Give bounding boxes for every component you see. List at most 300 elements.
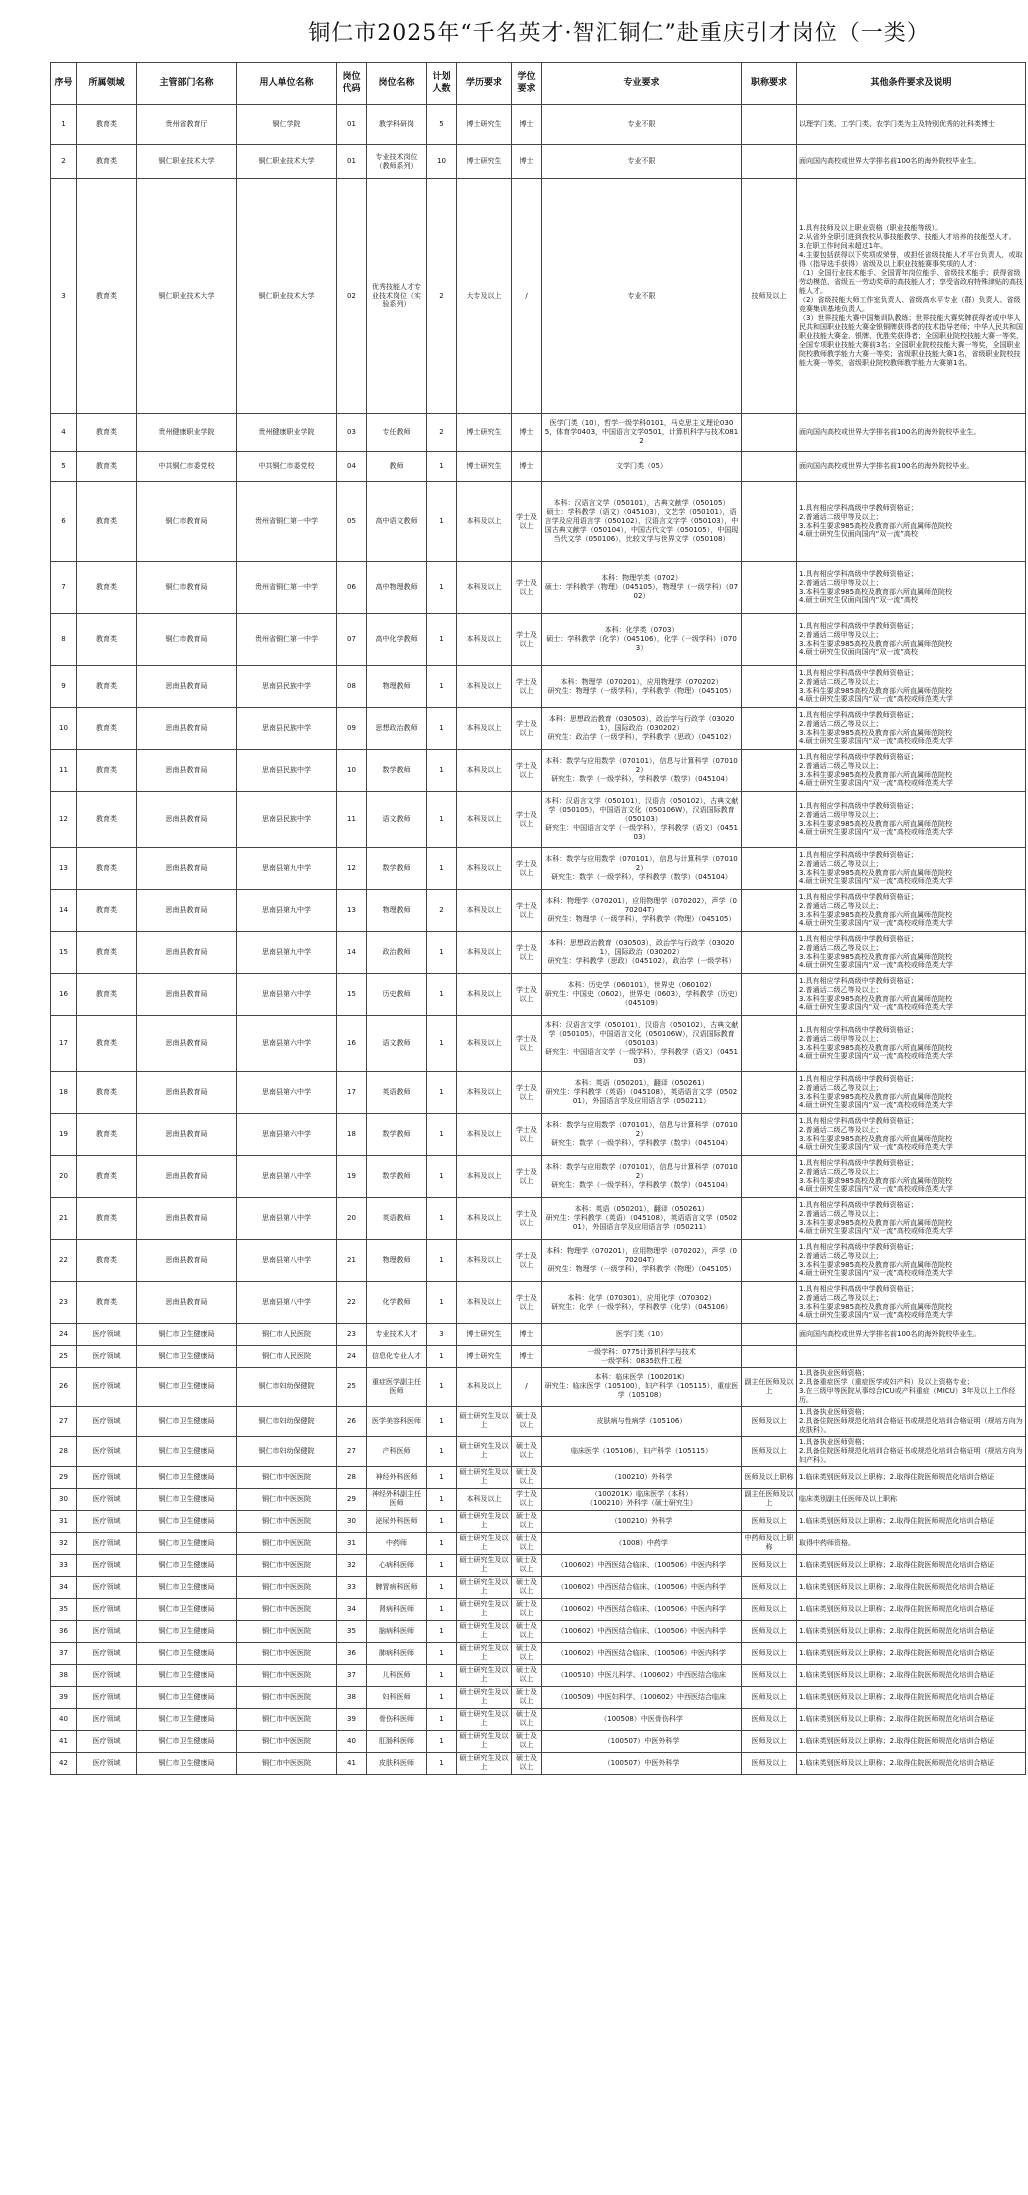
cell-post-code: 40 — [337, 1730, 367, 1752]
cell-post-name: 肛肠科医师 — [367, 1730, 427, 1752]
cell-title-req — [742, 1324, 797, 1346]
cell-index: 24 — [51, 1324, 77, 1346]
cell-employer: 铜仁市中医医院 — [237, 1576, 337, 1598]
cell-post-code: 21 — [337, 1240, 367, 1282]
cell-field: 教育类 — [77, 145, 137, 179]
cell-education: 本科及以上 — [457, 708, 512, 750]
cell-degree: 博士 — [512, 1346, 542, 1368]
cell-department: 铜仁市卫生健康局 — [137, 1406, 237, 1436]
cell-post-name: 英语教师 — [367, 1072, 427, 1114]
cell-title-req — [742, 1016, 797, 1072]
cell-field: 医疗领域 — [77, 1466, 137, 1488]
cell-post-name: 骨伤科医师 — [367, 1708, 427, 1730]
cell-title-req — [742, 414, 797, 452]
cell-employer: 思南县民族中学 — [237, 666, 337, 708]
cell-headcount: 1 — [427, 562, 457, 614]
cell-headcount: 2 — [427, 414, 457, 452]
cell-post-name: 神经外科副主任医师 — [367, 1488, 427, 1510]
cell-department: 思南县教育局 — [137, 1282, 237, 1324]
cell-major: 本科：化学类（0703） 硕士：学科教学（化学）（045106），化学（一级学科）（0703） — [542, 614, 742, 666]
table-row — [51, 414, 1026, 452]
cell-education: 博士研究生 — [457, 145, 512, 179]
cell-notes: 1.临床类别医师及以上职称；2.取得住院医师规范化培训合格证 — [797, 1620, 1026, 1642]
cell-headcount: 1 — [427, 932, 457, 974]
cell-notes: 1.具有相应学科高级中学教师资格证； 2.普通话二级甲等及以上； 3.本科生要求985高校及教育部六所直属师范院校 4.硕士研究生要求国内“双一流”高校或师范类大学 — [797, 1016, 1026, 1072]
cell-post-code: 14 — [337, 932, 367, 974]
cell-title-req — [742, 105, 797, 145]
table-row — [51, 452, 1026, 482]
cell-education: 本科及以上 — [457, 848, 512, 890]
cell-post-name: 专业技术岗位（教师系列） — [367, 145, 427, 179]
cell-degree: 硕士及以上 — [512, 1532, 542, 1554]
cell-degree: 学士及以上 — [512, 792, 542, 848]
cell-field: 医疗领域 — [77, 1576, 137, 1598]
cell-index: 29 — [51, 1466, 77, 1488]
cell-notes: 1.具有相应学科高级中学教师资格证； 2.普通话二级乙等及以上； 3.本科生要求985高校及教育部六所直属师范院校 4.硕士研究生要求国内“双一流”高校或师范类大学 — [797, 1282, 1026, 1324]
cell-education: 本科及以上 — [457, 890, 512, 932]
cell-field: 教育类 — [77, 414, 137, 452]
cell-post-code: 23 — [337, 1324, 367, 1346]
cell-field: 医疗领域 — [77, 1664, 137, 1686]
cell-post-name: 优秀技能人才专业技术岗位（实验系列） — [367, 179, 427, 414]
cell-index: 12 — [51, 792, 77, 848]
table-row — [51, 1510, 1026, 1532]
cell-title-req: 技师及以上 — [742, 179, 797, 414]
cell-post-name: 中药师 — [367, 1532, 427, 1554]
cell-index: 15 — [51, 932, 77, 974]
cell-employer: 铜仁市中医医院 — [237, 1466, 337, 1488]
cell-education: 本科及以上 — [457, 666, 512, 708]
cell-post-code: 04 — [337, 452, 367, 482]
table-row — [51, 105, 1026, 145]
cell-notes: 1.具有相应学科高级中学教师资格证； 2.普通话二级乙等及以上； 3.本科生要求985高校及教育部六所直属师范院校 4.硕士研究生要求国内“双一流”高校或师范类大学 — [797, 848, 1026, 890]
cell-employer: 贵州健康职业学院 — [237, 414, 337, 452]
cell-employer: 思南县民族中学 — [237, 708, 337, 750]
cell-degree: 学士及以上 — [512, 1016, 542, 1072]
table-row — [51, 708, 1026, 750]
cell-notes: 1.临床类别医师及以上职称；2.取得住院医师规范化培训合格证 — [797, 1708, 1026, 1730]
cell-post-code: 38 — [337, 1686, 367, 1708]
cell-post-name: 思想政治教师 — [367, 708, 427, 750]
cell-field: 医疗领域 — [77, 1730, 137, 1752]
cell-post-name: 专业技术人才 — [367, 1324, 427, 1346]
table-row — [51, 792, 1026, 848]
cell-index: 20 — [51, 1156, 77, 1198]
cell-department: 思南县教育局 — [137, 1198, 237, 1240]
cell-headcount: 1 — [427, 614, 457, 666]
cell-headcount: 1 — [427, 1620, 457, 1642]
cell-headcount: 10 — [427, 145, 457, 179]
header-index: 序号 — [51, 63, 77, 105]
cell-employer: 铜仁市中医医院 — [237, 1510, 337, 1532]
cell-education: 硕士研究生及以上 — [457, 1708, 512, 1730]
cell-headcount: 1 — [427, 1466, 457, 1488]
table-row — [51, 145, 1026, 179]
header-notes: 其他条件要求及说明 — [797, 63, 1026, 105]
cell-title-req: 医师及以上职称 — [742, 1466, 797, 1488]
cell-headcount: 5 — [427, 105, 457, 145]
cell-post-code: 08 — [337, 666, 367, 708]
cell-title-req: 医师及以上 — [742, 1708, 797, 1730]
cell-major: （100509）中医妇科学、（100602）中西医结合临床 — [542, 1686, 742, 1708]
cell-degree: 硕士及以上 — [512, 1642, 542, 1664]
cell-index: 17 — [51, 1016, 77, 1072]
cell-index: 5 — [51, 452, 77, 482]
cell-education: 本科及以上 — [457, 1156, 512, 1198]
cell-employer: 铜仁市中医医院 — [237, 1686, 337, 1708]
cell-post-name: 心病科医师 — [367, 1554, 427, 1576]
cell-index: 2 — [51, 145, 77, 179]
cell-post-code: 05 — [337, 482, 367, 562]
cell-major: 本科：物理学（070201），应用物理学（070202） 研究生：物理学（一级学科），学科教学（物理）（045105） — [542, 666, 742, 708]
table-row — [51, 1436, 1026, 1466]
cell-post-name: 英语教师 — [367, 1198, 427, 1240]
cell-major: 本科：物理学类（0702） 硕士：学科教学（物理）（045105），物理学（一级学科）（0702） — [542, 562, 742, 614]
cell-post-code: 36 — [337, 1642, 367, 1664]
cell-field: 教育类 — [77, 974, 137, 1016]
cell-title-req: 医师及以上 — [742, 1620, 797, 1642]
cell-major: 本科：数学与应用数学（070101），信息与计算科学（070102） 研究生：数学（一级学科），学科教学（数学）（045104） — [542, 750, 742, 792]
cell-post-code: 01 — [337, 105, 367, 145]
cell-education: 硕士研究生及以上 — [457, 1554, 512, 1576]
cell-post-name: 妇科医师 — [367, 1686, 427, 1708]
cell-headcount: 1 — [427, 1532, 457, 1554]
cell-department: 铜仁市卫生健康局 — [137, 1368, 237, 1407]
cell-notes: 1.临床类别医师及以上职称；2.取得住院医师规范化培训合格证 — [797, 1510, 1026, 1532]
cell-education: 本科及以上 — [457, 792, 512, 848]
cell-degree: 学士及以上 — [512, 890, 542, 932]
table-row — [51, 1532, 1026, 1554]
table-row — [51, 1156, 1026, 1198]
cell-field: 医疗领域 — [77, 1488, 137, 1510]
cell-notes: 1.具备执业医师资格； 2.具备重症医学（重症医学或妇产科）及以上资格专业； 3.在三级甲等医院从事综合ICU或产科重症（MICU）3年及以上工作经历。 — [797, 1368, 1026, 1407]
table-row — [51, 1016, 1026, 1072]
cell-employer: 铜仁市中医医院 — [237, 1730, 337, 1752]
cell-title-req: 医师及以上 — [742, 1554, 797, 1576]
cell-title-req: 医师及以上 — [742, 1752, 797, 1774]
cell-post-code: 20 — [337, 1198, 367, 1240]
cell-post-code: 31 — [337, 1532, 367, 1554]
cell-title-req — [742, 145, 797, 179]
cell-employer: 铜仁市妇幼保健院 — [237, 1406, 337, 1436]
cell-employer: 铜仁职业技术大学 — [237, 145, 337, 179]
cell-major: （100602）中西医结合临床、（100506）中医内科学 — [542, 1642, 742, 1664]
cell-employer: 思南县第六中学 — [237, 974, 337, 1016]
cell-department: 思南县教育局 — [137, 792, 237, 848]
cell-education: 博士研究生 — [457, 1324, 512, 1346]
cell-education: 硕士研究生及以上 — [457, 1642, 512, 1664]
cell-department: 铜仁市卫生健康局 — [137, 1576, 237, 1598]
cell-education: 硕士研究生及以上 — [457, 1752, 512, 1774]
positions-table — [50, 62, 1026, 1775]
table-row — [51, 1576, 1026, 1598]
cell-education: 硕士研究生及以上 — [457, 1664, 512, 1686]
cell-title-req — [742, 792, 797, 848]
table-row — [51, 1324, 1026, 1346]
cell-employer: 思南县第八中学 — [237, 1156, 337, 1198]
cell-title-req: 医师及以上 — [742, 1598, 797, 1620]
cell-index: 41 — [51, 1730, 77, 1752]
cell-field: 教育类 — [77, 932, 137, 974]
cell-employer: 铜仁市人民医院 — [237, 1346, 337, 1368]
cell-index: 35 — [51, 1598, 77, 1620]
cell-post-name: 数学教师 — [367, 750, 427, 792]
cell-major: 本科：汉语言文学（050101），汉语言（050102），古典文献学（050105），中国语言文化（050106W），汉语国际教育（050103） 研究生：中国语言文学（一级学科），学科教学（语文）（045103） — [542, 1016, 742, 1072]
table-row — [51, 1730, 1026, 1752]
cell-headcount: 1 — [427, 792, 457, 848]
header-education: 学历要求 — [457, 63, 512, 105]
header-field: 所属领域 — [77, 63, 137, 105]
cell-degree: 硕士及以上 — [512, 1752, 542, 1774]
cell-degree: 学士及以上 — [512, 1156, 542, 1198]
table-row — [51, 482, 1026, 562]
cell-index: 33 — [51, 1554, 77, 1576]
cell-education: 本科及以上 — [457, 974, 512, 1016]
cell-notes: 1.具有相应学科高级中学教师资格证； 2.普通话二级乙等及以上； 3.本科生要求985高校及教育部六所直属师范院校 4.硕士研究生要求国内“双一流”高校或师范类大学 — [797, 750, 1026, 792]
cell-degree: 学士及以上 — [512, 666, 542, 708]
cell-notes: 1.具有相应学科高级中学教师资格证； 2.普通话二级甲等及以上； 3.本科生要求985高校及教育部六所直属师范院校 4.硕士研究生仅面向国内“双一流”高校 — [797, 562, 1026, 614]
cell-major: 本科：汉语言文学（050101），古典文献学（050105） 硕士：学科教学（语文）（045103），文艺学（050101），语言学及应用语言学（050102），汉语言文字学（050103），中国古典文献学（050104），中国古代文学（050105），中国现当代文学（050106），比较文学与世界文学（050108） — [542, 482, 742, 562]
cell-index: 3 — [51, 179, 77, 414]
cell-major: 本科：英语（050201），翻译（050261） 研究生：学科教学（英语）（045108），英语语言文学（050201），外国语言学及应用语言学（050211） — [542, 1198, 742, 1240]
cell-department: 铜仁市卫生健康局 — [137, 1346, 237, 1368]
cell-degree: 博士 — [512, 452, 542, 482]
cell-title-req: 中药师及以上职称 — [742, 1532, 797, 1554]
header-post-code: 岗位代码 — [337, 63, 367, 105]
cell-degree: 硕士及以上 — [512, 1664, 542, 1686]
header-row — [51, 63, 1026, 105]
cell-headcount: 1 — [427, 1114, 457, 1156]
cell-post-name: 数学教师 — [367, 1156, 427, 1198]
cell-department: 思南县教育局 — [137, 890, 237, 932]
cell-employer: 铜仁市中医医院 — [237, 1642, 337, 1664]
cell-degree: 硕士及以上 — [512, 1510, 542, 1532]
cell-index: 36 — [51, 1620, 77, 1642]
cell-headcount: 1 — [427, 1368, 457, 1407]
cell-employer: 铜仁市中医医院 — [237, 1598, 337, 1620]
cell-major: 本科：英语（050201），翻译（050261） 研究生：学科教学（英语）（045108），英语语言文学（050201），外国语言学及应用语言学（050211） — [542, 1072, 742, 1114]
cell-index: 14 — [51, 890, 77, 932]
cell-major: （100510）中医儿科学、（100602）中西医结合临床 — [542, 1664, 742, 1686]
cell-index: 38 — [51, 1664, 77, 1686]
cell-major: （100602）中西医结合临床、（100506）中医内科学 — [542, 1554, 742, 1576]
cell-title-req — [742, 1240, 797, 1282]
cell-notes: 1.临床类别医师及以上职称；2.取得住院医师规范化培训合格证 — [797, 1730, 1026, 1752]
cell-post-code: 25 — [337, 1368, 367, 1407]
cell-notes: 1.具有相应学科高级中学教师资格证； 2.普通话二级乙等及以上； 3.本科生要求985高校及教育部六所直属师范院校 4.硕士研究生要求国内“双一流”高校或师范类大学 — [797, 974, 1026, 1016]
cell-department: 铜仁市卫生健康局 — [137, 1708, 237, 1730]
cell-field: 教育类 — [77, 1240, 137, 1282]
cell-post-name: 皮肤科医师 — [367, 1752, 427, 1774]
cell-notes: 1.具有相应学科高级中学教师资格证； 2.普通话二级乙等及以上； 3.本科生要求985高校及教育部六所直属师范院校 4.硕士研究生要求国内“双一流”高校或师范类大学 — [797, 932, 1026, 974]
cell-field: 医疗领域 — [77, 1436, 137, 1466]
cell-notes: 1.具有相应学科高级中学教师资格证； 2.普通话二级甲等及以上； 3.本科生要求985高校及教育部六所直属师范院校 4.硕士研究生要求国内“双一流”高校或师范类大学 — [797, 792, 1026, 848]
table-body — [51, 105, 1026, 1775]
cell-department: 思南县教育局 — [137, 974, 237, 1016]
table-row — [51, 1114, 1026, 1156]
table-row — [51, 848, 1026, 890]
cell-headcount: 1 — [427, 1708, 457, 1730]
cell-degree: 学士及以上 — [512, 708, 542, 750]
cell-index: 39 — [51, 1686, 77, 1708]
cell-field: 医疗领域 — [77, 1554, 137, 1576]
cell-degree: 学士及以上 — [512, 482, 542, 562]
cell-employer: 铜仁学院 — [237, 105, 337, 145]
cell-field: 医疗领域 — [77, 1620, 137, 1642]
cell-field: 教育类 — [77, 1072, 137, 1114]
cell-major: 文学门类（05） — [542, 452, 742, 482]
cell-major: 专业不限 — [542, 145, 742, 179]
cell-education: 大专及以上 — [457, 179, 512, 414]
cell-major: 本科：物理学（070201），应用物理学（070202），声学（070204T） 研究生：物理学（一级学科），学科教学（物理）（045105） — [542, 1240, 742, 1282]
cell-headcount: 1 — [427, 1554, 457, 1576]
header-department: 主管部门名称 — [137, 63, 237, 105]
cell-field: 教育类 — [77, 614, 137, 666]
cell-index: 34 — [51, 1576, 77, 1598]
cell-post-name: 高中化学教师 — [367, 614, 427, 666]
cell-post-code: 39 — [337, 1708, 367, 1730]
cell-degree: / — [512, 179, 542, 414]
cell-title-req — [742, 452, 797, 482]
table-row — [51, 1368, 1026, 1407]
cell-title-req: 副主任医师及以上 — [742, 1368, 797, 1407]
header-major: 专业要求 — [542, 63, 742, 105]
cell-degree: 学士及以上 — [512, 974, 542, 1016]
cell-employer: 贵州省铜仁第一中学 — [237, 482, 337, 562]
cell-headcount: 1 — [427, 1016, 457, 1072]
cell-department: 思南县教育局 — [137, 1072, 237, 1114]
cell-title-req — [742, 1198, 797, 1240]
cell-headcount: 2 — [427, 179, 457, 414]
cell-major: 本科：数学与应用数学（070101），信息与计算科学（070102） 研究生：数学（一级学科），学科教学（数学）（045104） — [542, 1114, 742, 1156]
cell-post-code: 22 — [337, 1282, 367, 1324]
cell-department: 铜仁市教育局 — [137, 562, 237, 614]
cell-major: （100602）中西医结合临床、（100506）中医内科学 — [542, 1620, 742, 1642]
header-degree: 学位要求 — [512, 63, 542, 105]
cell-index: 16 — [51, 974, 77, 1016]
header-title-req: 职称要求 — [742, 63, 797, 105]
cell-department: 铜仁职业技术大学 — [137, 145, 237, 179]
cell-major: 本科：汉语言文学（050101），汉语言（050102），古典文献学（050105），中国语言文化（050106W），汉语国际教育（050103） 研究生：中国语言文学（一级学科），学科教学（语文）（045103） — [542, 792, 742, 848]
table-row — [51, 1598, 1026, 1620]
cell-index: 1 — [51, 105, 77, 145]
cell-headcount: 1 — [427, 1488, 457, 1510]
cell-major: 一级学科：0775计算机科学与技术 一级学科：0835软件工程 — [542, 1346, 742, 1368]
cell-headcount: 1 — [427, 974, 457, 1016]
cell-index: 28 — [51, 1436, 77, 1466]
cell-headcount: 1 — [427, 1282, 457, 1324]
cell-degree: 学士及以上 — [512, 1072, 542, 1114]
cell-headcount: 1 — [427, 1730, 457, 1752]
cell-post-code: 33 — [337, 1576, 367, 1598]
cell-field: 教育类 — [77, 666, 137, 708]
cell-major: 本科：物理学（070201），应用物理学（070202），声学（070204T） 研究生：物理学（一级学科），学科教学（物理）（045105） — [542, 890, 742, 932]
cell-title-req — [742, 750, 797, 792]
cell-notes: 面向国内高校或世界大学排名前100名的海外院校毕业生。 — [797, 1324, 1026, 1346]
cell-degree: 硕士及以上 — [512, 1554, 542, 1576]
cell-post-name: 脾胃病科医师 — [367, 1576, 427, 1598]
cell-post-name: 物理教师 — [367, 890, 427, 932]
cell-title-req: 医师及以上 — [742, 1436, 797, 1466]
cell-employer: 铜仁职业技术大学 — [237, 179, 337, 414]
cell-notes: 1.临床类别医师及以上职称；2.取得住院医师规范化培训合格证 — [797, 1752, 1026, 1774]
cell-title-req — [742, 482, 797, 562]
cell-notes — [797, 1346, 1026, 1368]
cell-title-req — [742, 932, 797, 974]
cell-education: 本科及以上 — [457, 932, 512, 974]
cell-post-code: 10 — [337, 750, 367, 792]
cell-post-code: 35 — [337, 1620, 367, 1642]
cell-headcount: 1 — [427, 750, 457, 792]
cell-headcount: 1 — [427, 1240, 457, 1282]
cell-employer: 铜仁市妇幼保健院 — [237, 1436, 337, 1466]
cell-title-req — [742, 708, 797, 750]
cell-degree: 学士及以上 — [512, 1240, 542, 1282]
cell-field: 医疗领域 — [77, 1368, 137, 1407]
cell-employer: 贵州省铜仁第一中学 — [237, 562, 337, 614]
cell-education: 博士研究生 — [457, 452, 512, 482]
cell-headcount: 1 — [427, 1642, 457, 1664]
cell-post-code: 34 — [337, 1598, 367, 1620]
cell-education: 硕士研究生及以上 — [457, 1620, 512, 1642]
cell-major: 本科：思想政治教育（030503），政治学与行政学（030201），国际政治（030202） 研究生：政治学（一级学科），学科教学（思政）（045102） — [542, 708, 742, 750]
cell-employer: 铜仁市中医医院 — [237, 1488, 337, 1510]
cell-degree: 学士及以上 — [512, 562, 542, 614]
cell-title-req: 副主任医师及以上 — [742, 1488, 797, 1510]
cell-employer: 思南县第八中学 — [237, 1282, 337, 1324]
table-row — [51, 1686, 1026, 1708]
cell-employer: 铜仁市中医医院 — [237, 1752, 337, 1774]
cell-post-code: 03 — [337, 414, 367, 452]
cell-field: 教育类 — [77, 179, 137, 414]
cell-notes: 1.具有相应学科高级中学教师资格证； 2.普通话二级乙等及以上； 3.本科生要求985高校及教育部六所直属师范院校 4.硕士研究生要求国内“双一流”高校或师范类大学 — [797, 1240, 1026, 1282]
cell-major: （100210）外科学 — [542, 1510, 742, 1532]
cell-post-name: 泌尿外科医师 — [367, 1510, 427, 1532]
cell-department: 铜仁市卫生健康局 — [137, 1620, 237, 1642]
cell-department: 贵州省教育厅 — [137, 105, 237, 145]
cell-post-name: 教师 — [367, 452, 427, 482]
cell-education: 本科及以上 — [457, 614, 512, 666]
cell-employer: 思南县民族中学 — [237, 792, 337, 848]
table-row — [51, 179, 1026, 414]
cell-department: 中共铜仁市委党校 — [137, 452, 237, 482]
cell-title-req: 医师及以上 — [742, 1576, 797, 1598]
cell-employer: 中共铜仁市委党校 — [237, 452, 337, 482]
cell-field: 医疗领域 — [77, 1324, 137, 1346]
cell-education: 硕士研究生及以上 — [457, 1576, 512, 1598]
cell-education: 硕士研究生及以上 — [457, 1730, 512, 1752]
cell-headcount: 1 — [427, 1436, 457, 1466]
cell-degree: 硕士及以上 — [512, 1598, 542, 1620]
cell-department: 铜仁市卫生健康局 — [137, 1532, 237, 1554]
cell-headcount: 1 — [427, 1072, 457, 1114]
cell-field: 医疗领域 — [77, 1708, 137, 1730]
cell-post-code: 41 — [337, 1752, 367, 1774]
cell-department: 铜仁市卫生健康局 — [137, 1642, 237, 1664]
cell-major: （100602）中西医结合临床、（100506）中医内科学 — [542, 1598, 742, 1620]
cell-major: 本科：数学与应用数学（070101），信息与计算科学（070102） 研究生：数学（一级学科），学科教学（数学）（045104） — [542, 848, 742, 890]
cell-notes: 1.具有相应学科高级中学教师资格证； 2.普通话二级乙等及以上； 3.本科生要求985高校及教育部六所直属师范院校 4.硕士研究生要求国内“双一流”高校或师范类大学 — [797, 666, 1026, 708]
cell-post-code: 09 — [337, 708, 367, 750]
cell-post-code: 06 — [337, 562, 367, 614]
cell-index: 8 — [51, 614, 77, 666]
cell-notes: 1.具有相应学科高级中学教师资格证； 2.普通话二级乙等及以上； 3.本科生要求985高校及教育部六所直属师范院校 4.硕士研究生要求国内“双一流”高校或师范类大学 — [797, 708, 1026, 750]
cell-post-code: 07 — [337, 614, 367, 666]
cell-post-name: 数学教师 — [367, 1114, 427, 1156]
document-title: 铜仁市2025年“千名英才·智汇铜仁”赴重庆引才岗位（一类） — [308, 20, 930, 46]
table-row — [51, 932, 1026, 974]
table-row — [51, 1642, 1026, 1664]
